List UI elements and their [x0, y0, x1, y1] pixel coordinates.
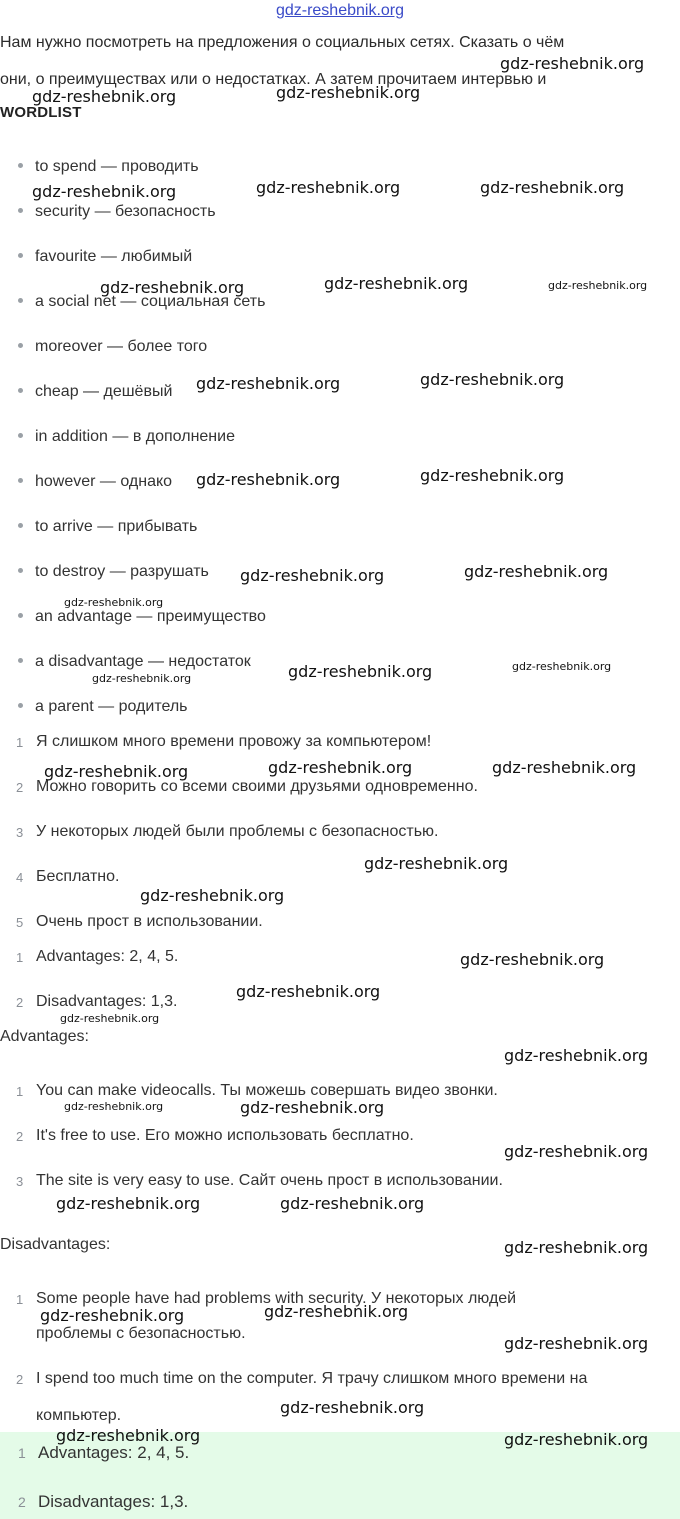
- item-number: 1: [16, 735, 24, 750]
- list-item: [18, 608, 266, 626]
- bullet-icon: [18, 343, 23, 348]
- watermark: gdz-reshebnik.org: [92, 672, 192, 685]
- answer-advantages: Advantages: 2, 4, 5.: [38, 1443, 190, 1462]
- watermark: gdz-reshebnik.org: [268, 758, 413, 777]
- word-text: in addition — в дополнение: [35, 428, 235, 445]
- word-text: to destroy — разрушать: [35, 563, 209, 580]
- watermark: gdz-reshebnik.org: [56, 1194, 201, 1213]
- bullet-icon: [18, 208, 23, 213]
- list-item: [18, 203, 216, 221]
- item-text: Disadvantages: 1,3.: [36, 993, 178, 1010]
- watermark: gdz-reshebnik.org: [504, 1334, 649, 1353]
- watermark: gdz-reshebnik.org: [60, 1012, 160, 1025]
- watermark: gdz-reshebnik.org: [464, 562, 609, 581]
- intro-line-1: Нам нужно посмотреть на предложения о социальных сетях. Сказать о чём: [0, 34, 565, 51]
- list-item: [18, 653, 251, 671]
- list-item: [18, 563, 209, 581]
- item-text: Some people have had problems with security. У некоторых людей: [36, 1290, 517, 1307]
- word-text: however — однако: [35, 473, 173, 490]
- watermark: gdz-reshebnik.org: [504, 1238, 649, 1257]
- watermark: gdz-reshebnik.org: [420, 466, 565, 485]
- watermark: gdz-reshebnik.org: [64, 1100, 164, 1113]
- advantages-heading: Advantages:: [0, 1028, 89, 1045]
- answer-disadvantages: Disadvantages: 1,3.: [38, 1492, 189, 1511]
- word-text: cheap — дешёвый: [35, 383, 173, 400]
- item-text: Advantages: 2, 4, 5.: [36, 948, 179, 965]
- item-number: 5: [16, 915, 24, 930]
- watermark: gdz-reshebnik.org: [236, 982, 381, 1001]
- list-item: [18, 473, 172, 491]
- item-number: 2: [16, 1129, 24, 1144]
- watermark: gdz-reshebnik.org: [140, 886, 285, 905]
- item-text: Бесплатно.: [36, 868, 120, 885]
- list-item: [18, 698, 188, 716]
- item-text: У некоторых людей были проблемы с безопасностью.: [36, 823, 439, 840]
- site-link[interactable]: gdz-reshebnik.org: [275, 2, 405, 19]
- word-text: an advantage — преимущество: [35, 608, 266, 625]
- list-item: [18, 383, 172, 401]
- watermark: gdz-reshebnik.org: [196, 470, 341, 489]
- watermark: gdz-reshebnik.org: [256, 178, 401, 197]
- watermark: gdz-reshebnik.org: [420, 370, 565, 389]
- item-text: Можно говорить со всеми своими друзьями одновременно.: [36, 778, 478, 795]
- watermark: gdz-reshebnik.org: [240, 566, 385, 585]
- watermark: gdz-reshebnik.org: [100, 278, 245, 297]
- disadvantages-heading: Disadvantages:: [0, 1236, 111, 1253]
- watermark: gdz-reshebnik.org: [480, 178, 625, 197]
- list-item: [18, 518, 197, 536]
- watermark: gdz-reshebnik.org: [56, 1426, 201, 1445]
- bullet-icon: [18, 568, 23, 573]
- word-text: to spend — проводить: [35, 158, 199, 175]
- bullet-icon: [18, 253, 23, 258]
- watermark: gdz-reshebnik.org: [32, 87, 177, 106]
- item-number: 3: [16, 825, 24, 840]
- watermark: gdz-reshebnik.org: [276, 83, 421, 102]
- word-text: security — безопасность: [35, 203, 216, 220]
- bullet-icon: [18, 298, 23, 303]
- watermark: gdz-reshebnik.org: [280, 1194, 425, 1213]
- item-number: 2: [18, 1494, 26, 1510]
- watermark: gdz-reshebnik.org: [460, 950, 605, 969]
- item-number: 3: [16, 1174, 24, 1189]
- watermark: gdz-reshebnik.org: [280, 1398, 425, 1417]
- watermark: gdz-reshebnik.org: [40, 1306, 185, 1325]
- item-text: Я слишком много времени провожу за компьютером!: [36, 733, 432, 750]
- item-number: 1: [18, 1445, 26, 1461]
- item-number: 1: [16, 950, 24, 965]
- item-number: 1: [16, 1292, 24, 1307]
- bullet-icon: [18, 703, 23, 708]
- bullet-icon: [18, 658, 23, 663]
- item-text-continued: проблемы с безопасностью.: [36, 1325, 246, 1342]
- watermark: gdz-reshebnik.org: [512, 660, 612, 673]
- watermark: gdz-reshebnik.org: [500, 54, 645, 73]
- item-number: 4: [16, 870, 24, 885]
- watermark: gdz-reshebnik.org: [504, 1430, 649, 1449]
- intro-line-2: они, о преимуществах или о недостатках. А затем прочитаем интервью и: [0, 71, 547, 88]
- bullet-icon: [18, 433, 23, 438]
- watermark: gdz-reshebnik.org: [64, 596, 164, 609]
- bullet-icon: [18, 523, 23, 528]
- watermark: gdz-reshebnik.org: [264, 1302, 409, 1321]
- bullet-icon: [18, 163, 23, 168]
- bullet-icon: [18, 478, 23, 483]
- word-text: moreover — более того: [35, 338, 208, 355]
- word-text: favourite — любимый: [35, 248, 193, 265]
- watermark: gdz-reshebnik.org: [196, 374, 341, 393]
- item-number: 2: [16, 995, 24, 1010]
- word-text: to arrive — прибывать: [35, 518, 198, 535]
- watermark: gdz-reshebnik.org: [324, 274, 469, 293]
- list-item: [18, 158, 199, 176]
- list-item: [18, 338, 207, 356]
- watermark: gdz-reshebnik.org: [364, 854, 509, 873]
- watermark: gdz-reshebnik.org: [288, 662, 433, 681]
- item-text: You can make videocalls. Ты можешь совершать видео звонки.: [36, 1082, 498, 1099]
- item-number: 2: [16, 780, 24, 795]
- list-item: [18, 248, 192, 266]
- watermark: gdz-reshebnik.org: [44, 762, 189, 781]
- watermark: gdz-reshebnik.org: [240, 1098, 385, 1117]
- item-number: 2: [16, 1372, 24, 1387]
- item-text-continued: компьютер.: [36, 1407, 122, 1424]
- item-text: It's free to use. Его можно использовать бесплатно.: [36, 1127, 414, 1144]
- word-text: a parent — родитель: [35, 698, 188, 715]
- bullet-icon: [18, 388, 23, 393]
- item-text: I spend too much time on the computer. Я трачу слишком много времени на: [36, 1370, 588, 1387]
- word-text: a social net — социальная сеть: [35, 293, 266, 310]
- watermark: gdz-reshebnik.org: [504, 1142, 649, 1161]
- watermark: gdz-reshebnik.org: [32, 182, 177, 201]
- bullet-icon: [18, 613, 23, 618]
- item-text: The site is very easy to use. Сайт очень прост в использовании.: [36, 1172, 503, 1189]
- watermark: gdz-reshebnik.org: [504, 1046, 649, 1065]
- word-text: a disadvantage — недостаток: [35, 653, 251, 670]
- watermark: gdz-reshebnik.org: [492, 758, 637, 777]
- list-item: [18, 428, 235, 446]
- item-text: Очень прост в использовании.: [36, 913, 263, 930]
- wordlist-heading: WORDLIST: [0, 104, 82, 121]
- watermark: gdz-reshebnik.org: [548, 279, 648, 292]
- item-number: 1: [16, 1084, 24, 1099]
